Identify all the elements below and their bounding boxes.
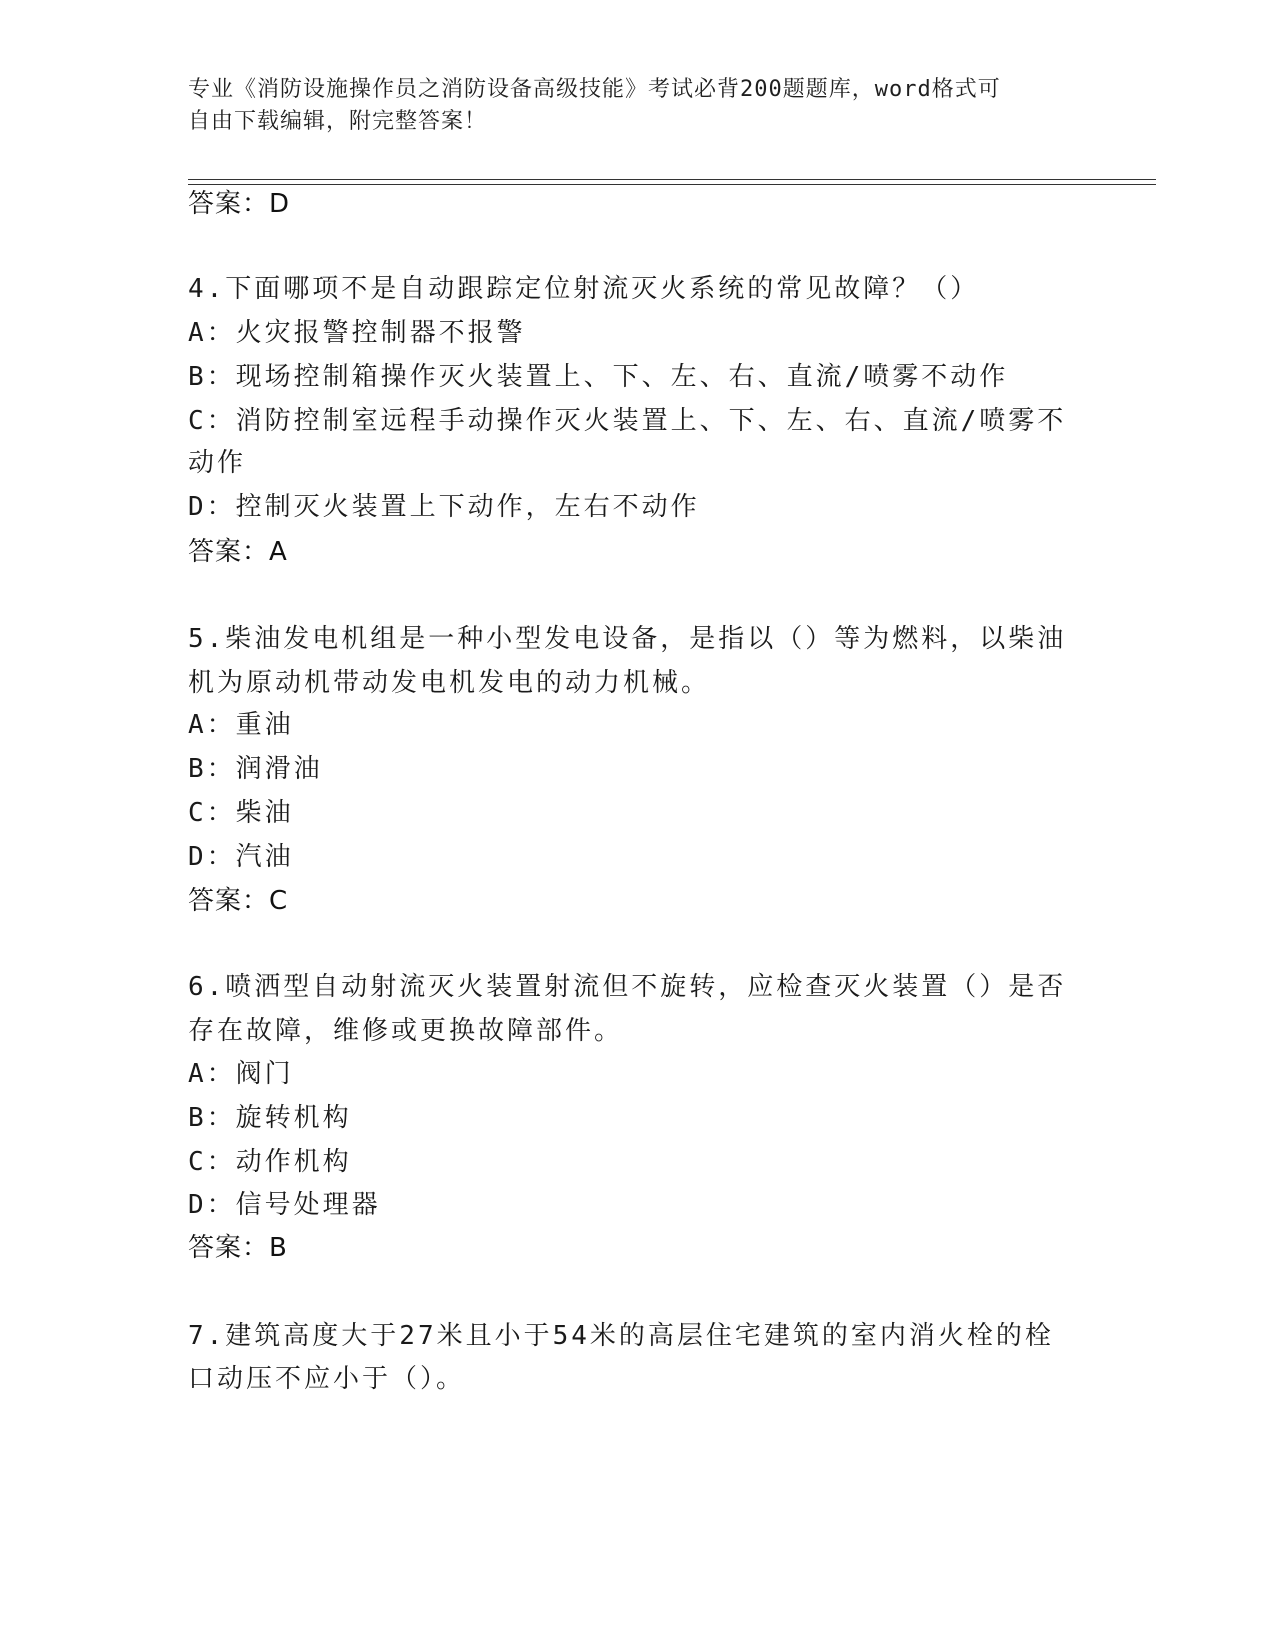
- header-line-2: 自由下载编辑，附完整答案！: [188, 109, 488, 134]
- question-4-option-c-continued: 动作: [188, 448, 247, 478]
- question-5-answer: 答案：C: [188, 886, 289, 916]
- question-5-option-c: C：柴油: [188, 798, 294, 828]
- question-6-option-a: A：阀门: [188, 1059, 294, 1089]
- question-4-stem: 4.下面哪项不是自动跟踪定位射流灭火系统的常见故障？（）: [188, 274, 980, 304]
- question-6-option-c: C：动作机构: [188, 1147, 352, 1177]
- question-4-option-d: D：控制灭火装置上下动作，左右不动作: [188, 492, 700, 522]
- header-line-1: 专业《消防设施操作员之消防设备高级技能》考试必背200题题库，word格式可: [188, 77, 1001, 102]
- question-5-option-b: B：润滑油: [188, 754, 323, 784]
- question-7-stem: 7.建筑高度大于27米且小于54米的高层住宅建筑的室内消火栓的栓: [188, 1321, 1054, 1351]
- question-5-stem: 5.柴油发电机组是一种小型发电设备，是指以（）等为燃料，以柴油: [188, 624, 1067, 654]
- question-6-stem-continued: 存在故障，维修或更换故障部件。: [188, 1016, 624, 1046]
- previous-answer: 答案：D: [188, 189, 291, 219]
- question-6-option-b: B：旋转机构: [188, 1103, 352, 1133]
- question-4-option-a: A：火灾报警控制器不报警: [188, 318, 526, 348]
- question-7-stem-continued: 口动压不应小于（）。: [188, 1364, 466, 1394]
- question-6-stem: 6.喷洒型自动射流灭火装置射流但不旋转，应检查灭火装置（）是否: [188, 972, 1067, 1002]
- question-5-stem-continued: 机为原动机带动发电机发电的动力机械。: [188, 668, 711, 698]
- question-4-option-c: C：消防控制室远程手动操作灭火装置上、下、左、右、直流/喷雾不: [188, 406, 1067, 436]
- question-6-option-d: D：信号处理器: [188, 1190, 381, 1220]
- question-4-option-b: B：现场控制箱操作灭火装置上、下、左、右、直流/喷雾不动作: [188, 362, 1009, 392]
- document-header: [188, 74, 1068, 138]
- question-5-option-d: D：汽油: [188, 842, 294, 872]
- question-4-answer: 答案：A: [188, 537, 288, 567]
- question-6-answer: 答案：B: [188, 1233, 288, 1263]
- header-rule-top: [188, 179, 1156, 180]
- question-5-option-a: A：重油: [188, 710, 294, 740]
- header-rule-bottom: [188, 184, 1156, 185]
